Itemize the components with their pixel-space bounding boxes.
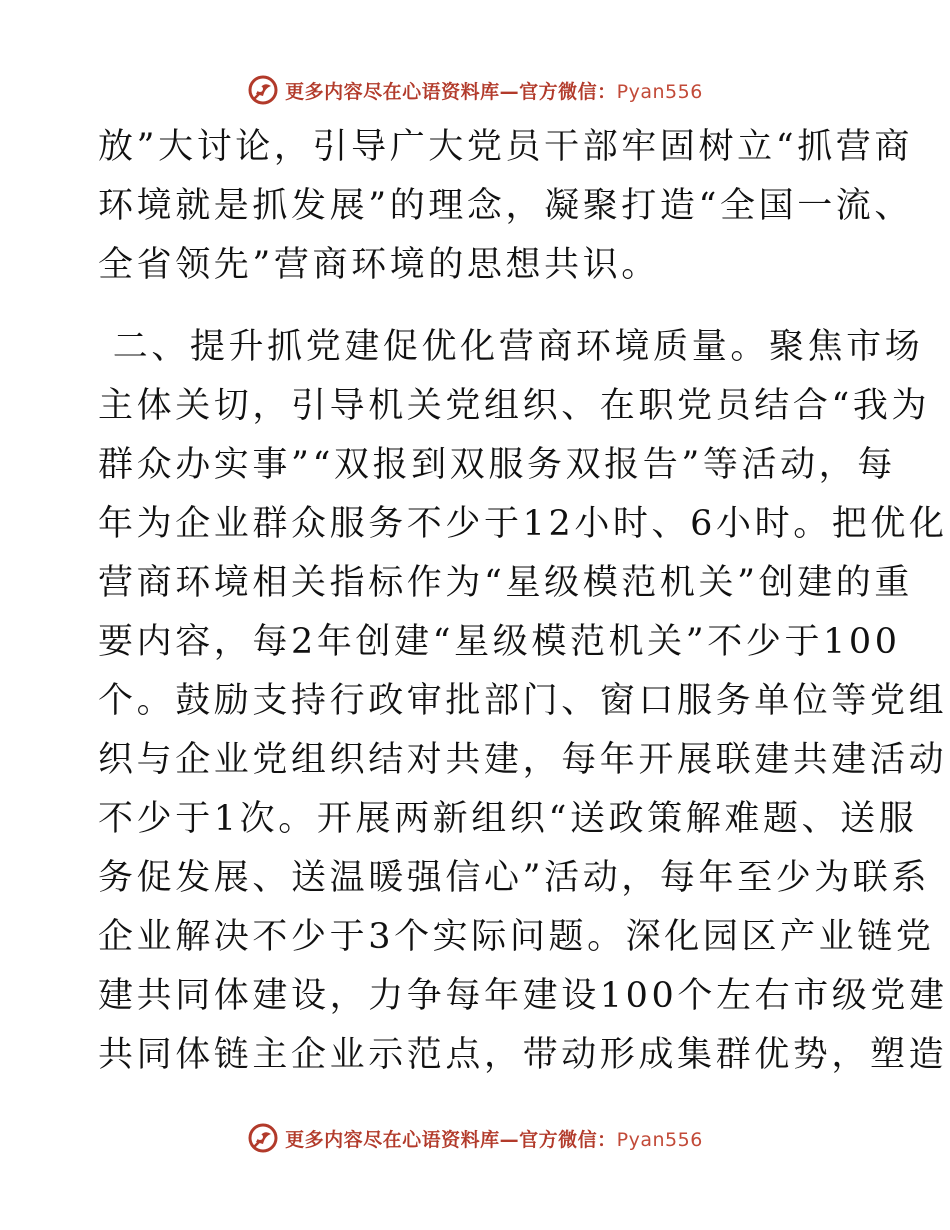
text-line: 不少于1次。开展两新组织“送政策解难题、送服 <box>98 799 918 839</box>
watermark-wechat-id: Pyan556 <box>616 1128 703 1151</box>
text-line: 主体关切，引导机关党组织、在职党员结合“我为 <box>98 386 931 426</box>
text-line: 全省领先”营商环境的思想共识。 <box>98 245 660 285</box>
paragraph-1 <box>98 118 913 295</box>
text-line: 共同体链主企业示范点，带动形成集群优势，塑造 <box>98 1035 948 1075</box>
text-line: 环境就是抓发展”的理念，凝聚打造“全国一流、 <box>98 186 913 226</box>
text-line: 营商环境相关指标作为“星级模范机关”创建的重 <box>98 563 913 603</box>
text-line: 要内容，每2年创建“星级模范机关”不少于100 <box>98 622 901 662</box>
text-line: 年为企业群众服务不少于12小时、6小时。把优化 <box>98 504 948 544</box>
watermark-wechat-id: Pyan556 <box>616 80 703 103</box>
paragraph-2 <box>98 318 948 1085</box>
footer-watermark <box>0 1118 950 1158</box>
header-watermark <box>0 70 950 110</box>
text-line: 二、提升抓党建促优化营商环境质量。聚焦市场 <box>98 327 924 367</box>
watermark-label: 更多内容尽在心语资料库—官方微信： <box>285 1128 617 1151</box>
red-swirl-logo-icon <box>247 1122 279 1154</box>
watermark-text <box>285 77 703 104</box>
text-line: 放”大讨论，引导广大党员干部牢固树立“抓营商 <box>98 127 913 167</box>
watermark-label: 更多内容尽在心语资料库—官方微信： <box>285 80 617 103</box>
document-body <box>98 118 948 1085</box>
text-line: 群众办实事”“双报到双服务双报告”等活动，每 <box>98 445 896 485</box>
text-line: 企业解决不少于3个实际问题。深化园区产业链党 <box>98 917 935 957</box>
text-line: 建共同体建设，力争每年建设100个左右市级党建 <box>98 976 948 1016</box>
text-line: 务促发展、送温暖强信心”活动，每年至少为联系 <box>98 858 931 898</box>
text-line: 个。鼓励支持行政审批部门、窗口服务单位等党组 <box>98 681 948 721</box>
text-line: 织与企业党组织结对共建，每年开展联建共建活动 <box>98 740 948 780</box>
red-swirl-logo-icon <box>247 74 279 106</box>
watermark-text <box>285 1125 703 1152</box>
